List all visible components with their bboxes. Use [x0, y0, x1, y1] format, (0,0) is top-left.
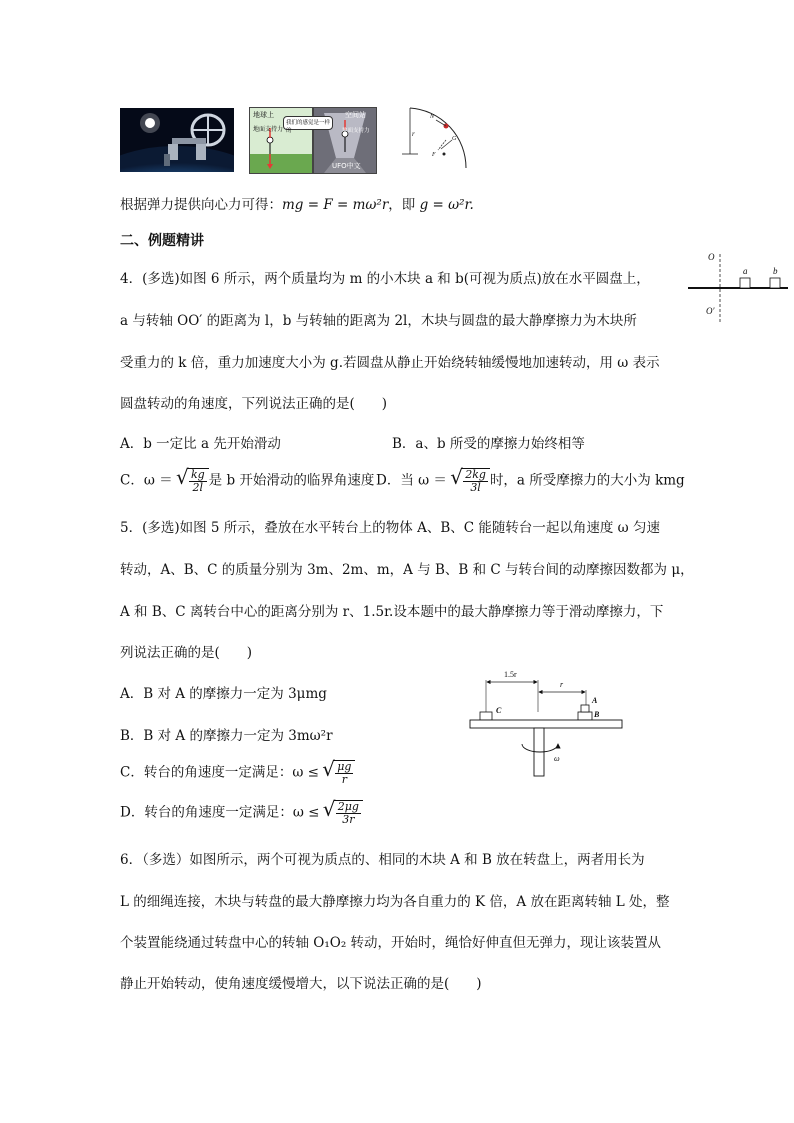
q4-option-c-prefix: C．ω ＝ — [120, 472, 173, 489]
q5-option-b[interactable]: B．B 对 A 的摩擦力一定为 3mω²r — [120, 728, 333, 744]
q5-option-c-num: √ μg — [337, 760, 352, 773]
q4-option-d-suffix: 时，a 所受摩擦力的大小为 kmg — [489, 472, 685, 489]
q4-line2: a 与转轴 OO′ 的距离为 l，b 与转轴的距离为 2l，木块与圆盘的最大静摩擦力为木块所 — [120, 313, 637, 329]
q4-line4: 圆盘转动的角速度，下列说法正确的是( ) — [120, 396, 388, 412]
q5-option-c-prefix: C．转台的角速度一定满足：ω ≤ — [120, 764, 319, 781]
q5-option-c-sqrt — [333, 760, 355, 786]
q4-line1: 4．(多选)如图 6 所示，两个质量均为 m 的小木块 a 和 b(可视为质点)放在水平圆盘上， — [120, 271, 650, 287]
q4-option-d-num: √ 2kg — [465, 468, 486, 481]
ufo-logo: UFO中文 — [332, 162, 361, 170]
q5-option-d-num: √ 2μg — [337, 800, 359, 813]
intro-result: g = ω²r. — [419, 197, 474, 213]
q5-fig-label-b: B — [594, 710, 600, 719]
q5-option-d-sqrt — [334, 800, 363, 826]
rotation-force-diagram — [386, 104, 468, 174]
diagram-label-g: G — [452, 136, 457, 142]
q4-fig-b: b — [773, 266, 778, 276]
diagram-label-f: F — [432, 152, 436, 158]
diagram-label-r: r — [412, 130, 415, 138]
section-title: 二、例题精讲 — [120, 233, 204, 249]
q4-option-d-sqrt — [461, 468, 490, 494]
diagram-label-n: N — [430, 114, 435, 120]
space-panel-title: 空间站 — [345, 111, 366, 119]
q4-fig-o-bottom: O′ — [706, 306, 715, 316]
q5-option-d-den: 3r — [342, 813, 355, 826]
q4-turntable-figure — [686, 250, 790, 328]
q5-option-d-prefix: D．转台的角速度一定满足：ω ≤ — [120, 804, 320, 821]
q4-option-d-prefix: D．当 ω ＝ — [376, 472, 447, 489]
intro-prefix: 根据弹力提供向心力可得： — [120, 197, 282, 213]
q6-line3: 个装置能绕通过转盘中心的转轴 O₁O₂ 转动，开始时，绳恰好伸直但无弹力，现让该装置从 — [120, 935, 662, 951]
speech-bubble-text: 我们的感觉是一样的 — [286, 120, 331, 134]
intro-mid: ，即 — [388, 197, 420, 213]
speech-bubble — [283, 116, 333, 134]
q5-line2: 转动，A、B、C 的质量分别为 3m、2m、m，A 与 B、B 和 C 与转台间的动摩擦因数都为 μ， — [120, 562, 694, 578]
earth-panel-caption: 地面支持力 — [253, 126, 284, 133]
q5-option-a[interactable]: A．B 对 A 的摩擦力一定为 3μmg — [120, 686, 327, 702]
q5-option-d[interactable] — [120, 800, 363, 826]
q4-line3: 受重力的 k 倍，重力加速度大小为 g.若圆盘从静止开始绕转轴缓慢地加速转动，用 ω 表示 — [120, 355, 660, 371]
space-station-photo — [120, 108, 234, 172]
q5-fig-label-omega: ω — [554, 754, 560, 763]
q6-line1: 6．（多选）如图所示，两个可视为质点的、相同的木块 A 和 B 放在转盘上，两者用长为 — [120, 852, 645, 868]
q4-option-d[interactable] — [376, 468, 685, 494]
q4-option-c-num: √ kg — [190, 468, 205, 481]
q4-option-d-den: 3l — [470, 481, 481, 494]
q4-fig-a: a — [743, 266, 748, 276]
q4-option-c-den: 2l — [192, 481, 204, 494]
q5-line4: 列说法正确的是( ) — [120, 645, 253, 661]
q5-option-c[interactable] — [120, 760, 355, 786]
intro-formula: mg = F = mω²r — [282, 197, 389, 213]
q4-fig-o-top: O — [708, 252, 715, 262]
q4-option-c-suffix: 是 b 开始滑动的临界角速度 — [208, 472, 375, 489]
q5-fig-label-c: C — [496, 706, 502, 715]
q5-fig-dist-1-5r: 1.5r — [504, 670, 517, 679]
q5-fig-dist-r: r — [560, 680, 564, 689]
intro-line — [120, 193, 474, 213]
q5-line1: 5．(多选)如图 5 所示，叠放在水平转台上的物体 A、B、C 能随转台一起以角速度 ω 匀速 — [120, 520, 660, 536]
q5-option-c-den: r — [341, 773, 347, 786]
q4-option-a[interactable]: A．b 一定比 a 先开始滑动 — [120, 436, 281, 452]
q5-fig-label-a: A — [592, 696, 598, 705]
q4-option-c-sqrt — [187, 468, 209, 494]
q5-line3: A 和 B、C 离转台中心的距离分别为 r、1.5r.设本题中的最大静摩擦力等于滑动摩擦力，下 — [120, 604, 664, 620]
earth-panel-title: 地球上 — [253, 111, 274, 119]
q4-option-c[interactable] — [120, 468, 374, 494]
q6-line4: 静止开始转动，使角速度缓慢增大，以下说法正确的是( ) — [120, 976, 482, 992]
space-panel-caption: 地面支持力 — [342, 128, 370, 134]
q4-option-b[interactable]: B．a、b 所受的摩擦力始终相等 — [392, 436, 585, 452]
q6-line2: L 的细绳连接，木块与转盘的最大静摩擦力均为各自重力的 K 倍，A 放在距离转轴 L 处，整 — [120, 894, 670, 910]
q5-turntable-figure — [466, 668, 626, 780]
